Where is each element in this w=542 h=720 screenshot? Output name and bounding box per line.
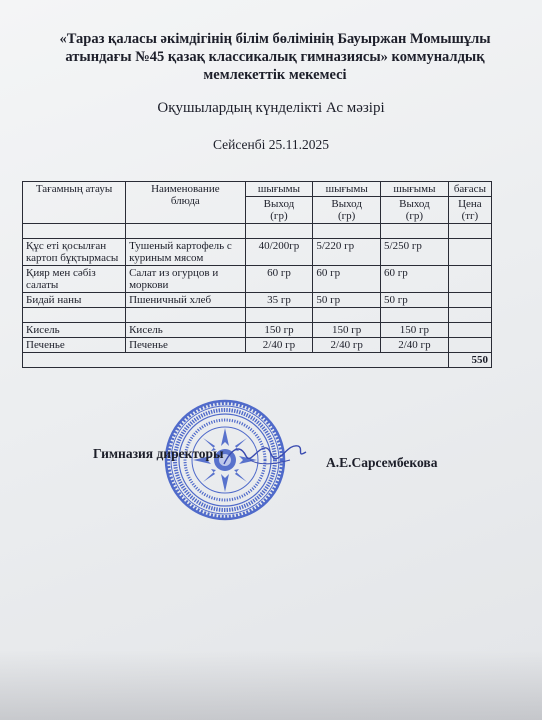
- yield-1: 35 гр: [245, 293, 313, 308]
- dish-name-ru: Печенье: [126, 338, 245, 353]
- price-ru-line2: (тг): [461, 210, 479, 222]
- header-name-ru-line1: Наименование: [151, 183, 220, 195]
- handwritten-signature: [220, 438, 310, 472]
- header-yield-kz-1: шығымы: [245, 182, 313, 197]
- org-line-2: атындағы №45 қазақ классикалық гимназиясы» коммуналдық: [65, 49, 485, 65]
- header-name-ru: [126, 182, 245, 224]
- yield-2: 5/220 гр: [313, 239, 381, 266]
- dish-name-ru: Пшеничный хлеб: [126, 293, 245, 308]
- dish-kz-line1: Құс еті қосылған: [26, 240, 107, 252]
- yield-3: 150 гр: [381, 323, 449, 338]
- header-yield-kz-2: шығымы: [313, 182, 381, 197]
- dish-ru-line1: Салат из огурцов и: [129, 267, 219, 279]
- table-row: [23, 338, 492, 353]
- dish-name-kz: Бидай наны: [23, 293, 126, 308]
- price-ru-line1: Цена: [458, 198, 482, 210]
- yield-2: 60 гр: [313, 266, 381, 293]
- dish-kz-line2: картоп бұқтырмасы: [26, 252, 119, 264]
- yield-2: 2/40 гр: [313, 338, 381, 353]
- organization-name: [30, 30, 520, 84]
- dish-name-ru: [126, 266, 245, 293]
- yield-1: 150 гр: [245, 323, 313, 338]
- dish-name-kz: [23, 266, 126, 293]
- menu-date: Сейсенбі 25.11.2025: [212, 137, 329, 152]
- yield-1: 2/40 гр: [245, 338, 313, 353]
- dish-name-ru: Кисель: [126, 323, 245, 338]
- menu-title: Оқушылардың күнделікті Ас мәзірі: [157, 100, 385, 116]
- signature-title: Гимназия директоры: [93, 446, 224, 461]
- dish-kz-line2: салаты: [26, 279, 59, 291]
- table-row: [23, 293, 492, 308]
- price-cell: [448, 239, 491, 266]
- yield-2: 150 гр: [313, 323, 381, 338]
- yield-ru-line2: (гр): [405, 210, 424, 222]
- table-spacer-row: [23, 224, 492, 239]
- table-row: [23, 266, 492, 293]
- yield-ru-line2: (гр): [270, 210, 288, 222]
- dish-name-kz: Кисель: [23, 323, 126, 338]
- price-cell: [448, 293, 491, 308]
- table-header-row: [23, 182, 492, 197]
- yield-ru-line1: Выход: [263, 198, 295, 210]
- org-line-1: «Тараз қаласы әкімдігінің білім бөлімінің Бауыржан Момышұлы: [59, 31, 491, 47]
- dish-name-kz: Печенье: [23, 338, 126, 353]
- price-cell: [448, 338, 491, 353]
- header-price-kz: бағасы: [448, 182, 491, 197]
- header-name-ru-line2: блюда: [170, 195, 200, 207]
- paper-shadow: [0, 650, 542, 720]
- org-line-3: мемлекеттік мекемесі: [203, 67, 347, 83]
- total-row: [23, 353, 492, 368]
- dish-ru-line2: моркови: [129, 279, 169, 291]
- table-row: [23, 323, 492, 338]
- yield-3: 5/250 гр: [381, 239, 449, 266]
- table-spacer-row: [23, 308, 492, 323]
- header-name-kz: Тағамның атауы: [23, 182, 126, 224]
- yield-2: 50 гр: [313, 293, 381, 308]
- dish-ru-line1: Тушеный картофель с: [129, 240, 232, 252]
- header-yield-ru-2: [313, 197, 381, 224]
- dish-name-ru: [126, 239, 245, 266]
- yield-ru-line1: Выход: [399, 198, 430, 210]
- yield-3: 60 гр: [381, 266, 449, 293]
- dish-ru-line2: куриным мясом: [129, 252, 204, 264]
- dish-kz-line1: Қияр мен сәбіз: [26, 267, 96, 279]
- total-price: 550: [448, 353, 491, 368]
- signature-name: А.Е.Сарсембекова: [326, 455, 438, 470]
- dish-name-kz: [23, 239, 126, 266]
- yield-1: 40/200гр: [245, 239, 313, 266]
- header-price-ru: [448, 197, 491, 224]
- header-yield-kz-3: шығымы: [381, 182, 449, 197]
- yield-ru-line1: Выход: [331, 198, 362, 210]
- table-row: [23, 239, 492, 266]
- yield-1: 60 гр: [245, 266, 313, 293]
- header-yield-ru-3: [381, 197, 449, 224]
- yield-3: 50 гр: [381, 293, 449, 308]
- price-cell: [448, 266, 491, 293]
- header-yield-ru-1: [245, 197, 313, 224]
- yield-ru-line2: (гр): [338, 210, 356, 222]
- price-cell: [448, 323, 491, 338]
- menu-table: [22, 181, 492, 368]
- yield-3: 2/40 гр: [381, 338, 449, 353]
